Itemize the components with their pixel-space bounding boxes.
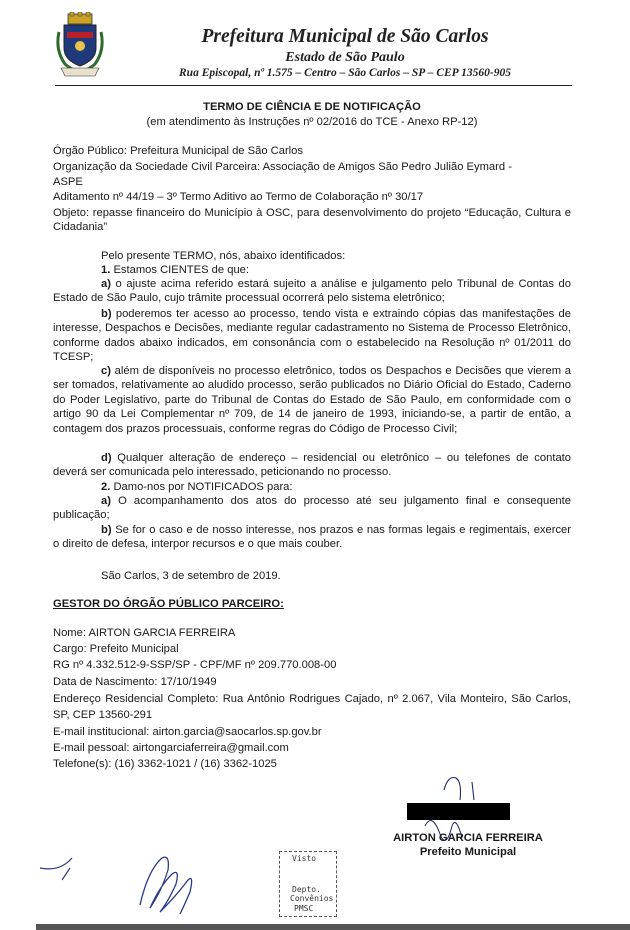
document-title: TERMO DE CIÊNCIA E DE NOTIFICAÇÃO [203, 101, 421, 113]
clause-2b-label: b) [101, 524, 112, 536]
gestor-nome: Nome: AIRTON GARCIA FERREIRA [53, 627, 236, 639]
clause-a-label: a) [101, 278, 111, 290]
date-line: São Carlos, 3 de setembro de 2019. [101, 570, 281, 582]
gestor-endereco: Endereço Residencial Completo: Rua Antônio Rodrigues Cajado, nº 2.067, Vila Monteiro, São Carlos, SP, CEP 13560-291 [53, 693, 571, 721]
redacted-signature-box [407, 803, 510, 820]
gestor-email-pessoal: E-mail pessoal: airtongarciaferreira@gmail.com [53, 742, 289, 754]
document-subtitle: (em atendimento às Instruções nº 02/2016 do TCE - Anexo RP-12) [146, 116, 478, 128]
item-1-text: Estamos CIENTES de que: [110, 264, 250, 276]
organizacao-line: Organização da Sociedade Civil Parceira: Associação de Amigos São Pedro Julião Eymard - [53, 161, 512, 173]
gestor-heading: GESTOR DO ÓRGÃO PÚBLICO PARCEIRO: [53, 598, 284, 610]
item-2-text: Damo-nos por NOTIFICADOS para: [110, 481, 293, 493]
clause-d-text: Qualquer alteração de endereço – residencial ou eletrônico – ou telefones de contato deverá ser comunicada pelo interessado, peticionando no processo. [53, 452, 571, 479]
header-title: Prefeitura Municipal de São Carlos [201, 26, 489, 47]
stamp-line-2: Depto. [292, 885, 321, 894]
clause-2a-label: a) [101, 495, 111, 507]
clause-a-text: o ajuste acima referido estará sujeito a análise e julgamento pelo Tribunal de Contas do Estado de São Paulo, cujo trâmite processual ocorrerá pelo sistema eletrônico; [53, 278, 571, 305]
visto-stamp [279, 851, 337, 917]
stamp-line-1: Visto [292, 854, 317, 863]
item-1-number: 1. [101, 264, 111, 276]
signature-name: AIRTON GARCIA FERREIRA [393, 832, 543, 844]
gestor-rg: RG nº 4.332.512-9-SSP/SP - CPF/MF nº 209.770.008-00 [53, 659, 337, 671]
header-state: Estado de São Paulo [285, 50, 405, 65]
header-address: Rua Episcopal, nº 1.575 – Centro – São Carlos – SP – CEP 13560-905 [179, 67, 511, 79]
stamp-line-4: PMSC [294, 904, 314, 913]
intro-line: Pelo presente TERMO, nós, abaixo identificados: [101, 250, 346, 262]
clause-2b-text: Se for o caso e de nosso interesse, nos prazos e nas formas legais e regimentais, exercer o direito de defesa, interpor recursos e o que mais couber. [53, 524, 571, 551]
stamp-line-3: Convênios [290, 894, 334, 903]
aditamento-line: Aditamento nº 44/19 – 3º Termo Aditivo ao Termo de Colaboração nº 30/17 [53, 191, 424, 203]
gestor-cargo: Cargo: Prefeito Municipal [53, 643, 179, 655]
clause-c-label: c) [101, 365, 111, 377]
orgao-line: Órgão Público: Prefeitura Municipal de São Carlos [53, 145, 303, 157]
organizacao-line-2: ASPE [53, 176, 83, 188]
clause-2a-text: O acompanhamento dos atos do processo até seu julgamento final e consequente publicação; [53, 495, 571, 522]
clause-d-label: d) [101, 452, 112, 464]
clause-b-text: poderemos ter acesso ao processo, tendo vista e extraindo cópias das manifestações de interesse, Despachos e Decisões, mediante regular cadastramento no Sistema de Processo Eletrônico, conforme dados abaixo indicados, em consonância com o estabelecido na Resolução nº 01/2011 do TCESP; [53, 308, 571, 364]
gestor-email-institucional: E-mail institucional: airton.garcia@saocarlos.sp.gov.br [53, 726, 322, 738]
clause-b-label: b) [101, 308, 112, 320]
gestor-telefones: Telefone(s): (16) 3362-1021 / (16) 3362-1025 [53, 758, 277, 770]
objeto-paragraph: Objeto: repasse financeiro do Município à OSC, para desenvolvimento do projeto “Educação, Cultura e Cidadania” [53, 207, 571, 234]
gestor-nascimento: Data de Nascimento: 17/10/1949 [53, 676, 217, 688]
signature-role: Prefeito Municipal [419, 846, 517, 858]
item-2-number: 2. [101, 481, 111, 493]
clause-c-text: além de disponíveis no processo eletrônico, todos os Despachos e Decisões que vierem a ser tomados, relativamente ao aludido processo, serão publicados no Diário Oficial do Estado, Caderno do Poder Legislativo, parte do Tribunal de Contas do Estado de São Paulo, em conformidade com o artigo 90 da Lei Complementar nº 709, de 14 de janeiro de 1993, iniciando-se, a partir de então, a contagem dos prazos processuais, conforme regras do Código de Processo Civil; [53, 365, 571, 435]
scan-edge-bar [36, 924, 630, 930]
